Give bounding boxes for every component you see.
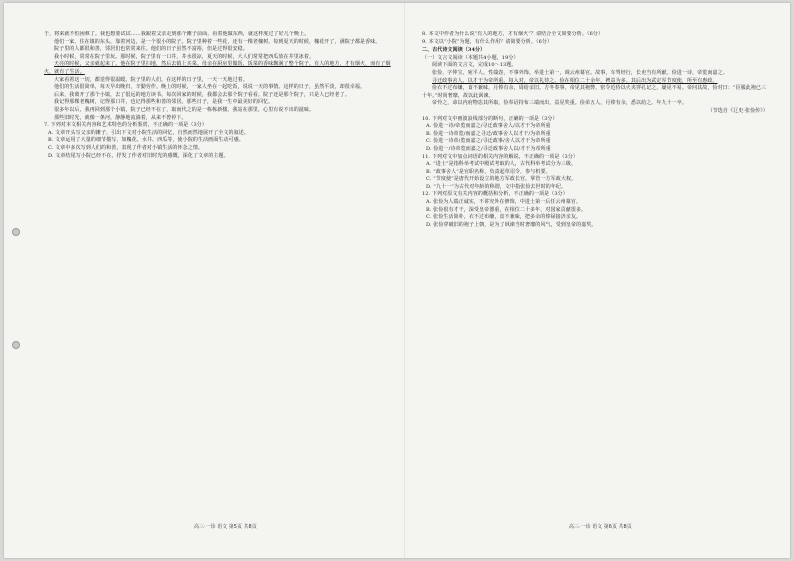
subsection-heading: （一）文言文阅读（本题共4小题，19分） [422,54,519,61]
classical-text-paragraph: 帝怜之，命以内府物恣其所取，俭奉诏持布三端而出，益见奖重。俭弟五人，月俸有余，悉以给之。年九十一卒。 [432,100,688,107]
answer-choice: A. 张俭为人端正诚实，不讲究外在修饰，中进士第一后任云州幕官。 [426,199,581,206]
underlined-passage: 天亮的时候，父亲就起来了。他在院子里扫地，然后去镇上买菜。母亲在厨房里做饭，饭菜的香味飘满了整个院子。有人的地方，才有烟火，而有了烟火，就有了生活。 [44,61,391,75]
answer-choice: A. 文章开头写父亲的摊子，引出下文对小院生活的回忆，自然而然地展开了全文的叙述。 [48,129,249,136]
passage-paragraph: 我小时候，常常在院子里玩。那时候，院子里有一口井，井水很凉，夏天的时候，大人们常常把西瓜放在井里冰着。 [54,53,315,60]
answer-choice: C. 俭进一诗帝/览而嘉之/寻迁政事/舍人以才干为帝所重 [426,138,551,145]
answer-choice: A. 俭进一诗/帝览而嘉之/寻迁政事舍人/以才干为帝所重 [426,123,551,130]
classical-text-paragraph: 俭衣不过布缣，食不兼味，月俸有余，周给亲旧。方冬奏事，帝见其袍弊，密令近侍以火夹穿孔记之，屡见不易。帝问其故，俭对曰：“臣服此袍已三十年。”时尚奢靡，故以此讽谏。 [422,85,767,99]
answer-choice: B. “政事舍人”是官职名称，负责起草诏令，参与机要。 [426,168,551,175]
answer-choice: C. “节度使”是唐代开始设立的地方军政长官，掌管一方军政大权。 [426,176,577,183]
passage-paragraph: 他们的生活很简单，每天早出晚归，辛勤劳作。晚上的时候，一家人坐在一起吃饭，说说一天的事情。这样的日子，虽然平淡，却很幸福。 [54,84,366,91]
question-stem: 10. 下列对文中画波浪线部分的断句，正确的一项是（3分） [422,115,558,122]
answer-choice: B. 张俭很有才干，深受皇帝器重，在相位二十多年，对国家贡献很多。 [426,206,587,213]
answer-choice: D. 俭进一/诗帝览而嘉之/寻迁政事舍人以/才干为帝所重 [426,145,551,152]
passage-paragraph: 后来，我离开了那个小镇，去了很远的地方读书。每次回家的时候，我都会去那个院子看看。院子还是那个院子，只是人已经老了。 [54,91,350,98]
question-stem: 8. 本文中作者为什么说“有人的地方，才有烟火”？请结合全文简要分析。（6分） [422,31,604,37]
page-footer: 高三·一诊 语文 第5页 共8页 [194,524,257,530]
passage-paragraph [44,61,392,76]
question-stem: 12. 下列对原文有关内容的概括和分析，不正确的一项是（3分） [422,191,568,198]
answer-choice: A. “进士”是指科举考试中殿试考取的人，古代科举考试分为三级。 [426,161,577,168]
instruction-text: 阅读下面的文言文，完成10～13题。 [432,62,517,69]
answer-choice: B. 俭进一诗帝览/而嘉之寻迁/政事舍人以才干/为帝所重 [426,130,551,137]
question-stem: 9. 本文以“小院”为题，有什么作用？请简要分析。（6分） [422,38,553,45]
passage-paragraph: 他们一家，住在镇的东头，靠着河边，是一个很小的院子。院子里种着一些花，还有一棵老槐树。每到夏天的时候，槐花开了，满院子都是香味。 [54,38,381,45]
answer-choice: D. 文章结尾写小院已经不在，抒发了作者对旧时光的感慨，深化了文章的主题。 [48,152,229,159]
answer-choice: C. 文章中多次写到人们的和善，表现了作者对小镇生活的怀念之情。 [48,144,204,151]
passage-paragraph: 院子里的人都很和善，邻居们也常常来往。他们的日子虽然不富裕，但是过得很安稳。 [54,46,248,53]
passage-paragraph: 那些旧时光，就像一条河，静静地流淌着，从来不曾停下。 [54,114,187,121]
binding-hole [12,228,20,236]
wavy-underlined-text: 寻迁政事舍人，以才干为帝所重。每入对，帝以礼待之。俭在相位二十余年，裨益为多。其后出为武定军节度使，所至有惠政。 [432,77,718,84]
question-stem: 7. 下列对本文相关内容和艺术特色的分析鉴赏，不正确的一项是（3分） [44,122,207,129]
passage-paragraph: 大家看着这一切，都觉得很温暖。院子里的人们，在这样的日子里，一天一天地过着。 [54,76,248,83]
section-heading: 二、古代诗文阅读（34分） [422,47,486,54]
answer-choice: B. 文章运用了大量的细节描写，如槐花、水井、西瓜等，使小院的生活画面生动可感。 [48,137,244,144]
left-page [44,31,392,511]
right-page [422,31,768,511]
classical-text-paragraph: 张俭，字仲宝，宛平人。性端悫，不事外饰。举进士第一，调云州幕官。故事，车驾经行，长吏当有所献。俭进一诗，帝览而嘉之。 [432,69,728,76]
source-citation: （节选自《辽史·张俭传》） [707,107,768,114]
answer-choice: D. 张俭穿破旧的袍子上朝，是为了讽谏当时奢靡的风气，受到皇帝的嘉奖。 [426,221,597,228]
page-fold-line [404,3,405,558]
exam-sheet [4,3,790,558]
answer-choice: C. 张俭生活简朴，衣不过布缣，食不兼味，把多余的俸禄接济亲友。 [426,214,582,221]
answer-choice: D. “九十一”为古代对年龄的称谓，文中指张俭去世时的年纪。 [426,183,567,190]
passage-paragraph: 很多年以后，我再回到那个小镇，院子已经不在了，取而代之的是一栋栋新楼。我站在那里，心里有说不出的滋味。 [54,106,315,113]
page-footer: 高三·一诊 语文 第6页 共8页 [569,524,632,530]
passage-paragraph: 我记得那棵老槐树，记得那口井，也记得那些和善的邻居。那些日子，是我一生中最美好的回忆。 [54,99,274,106]
binding-hole [12,341,20,349]
question-stem: 11. 下列对文中加点词语的相关内容的解说，不正确的一项是（3分） [422,153,579,160]
passage-paragraph: 于，将来就不怕困难了。我也想要试试……我跟着父亲走到那个摊子前面，看着他做东西，就这样度过了好几个晚上。 [44,31,310,37]
